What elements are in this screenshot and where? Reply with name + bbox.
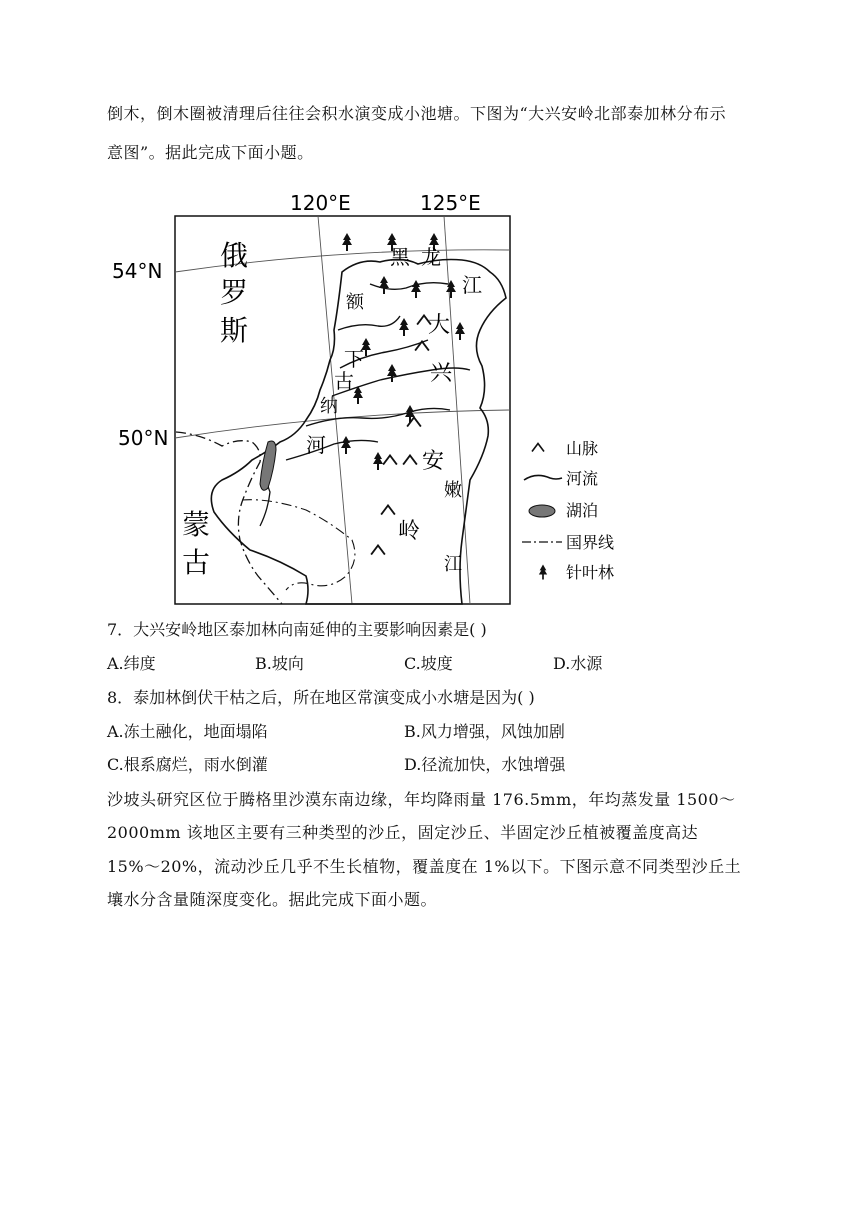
mountain-icon <box>403 455 417 464</box>
legend-label-lake: 湖泊 <box>566 501 599 520</box>
xiaguna-label-2: 古 <box>334 369 354 393</box>
question-8-stem: 8．泰加林倒伏干枯之后，所在地区常演变成小水塘是因为( ) <box>107 688 535 707</box>
passage-2-line-3: 15%～20%，流动沙丘几乎不生长植物，覆盖度在 1%以下。下图示意不同类型沙丘土 <box>107 857 742 876</box>
map-legend <box>522 439 614 582</box>
river-icon <box>524 475 562 480</box>
xiaguna-label-1: 下 <box>344 347 364 371</box>
lon-label-120: 120°E <box>290 191 351 215</box>
heilongjiang-label-3: 江 <box>462 273 482 297</box>
mountain-icon <box>415 341 429 350</box>
river-tributary-2 <box>338 316 400 330</box>
river-hailar <box>286 440 378 460</box>
conifer-icon <box>446 280 456 298</box>
conifer-icon <box>539 565 547 580</box>
mongolia-label-2: 古 <box>182 546 211 579</box>
passage-2-line-1: 沙坡头研究区位于腾格里沙漠东南边缘，年均降雨量 176.5mm，年均蒸发量 1500～ <box>107 790 736 809</box>
conifer-icon <box>342 233 352 251</box>
legend-label-river: 河流 <box>566 469 599 488</box>
q8-option-b: B.风力增强，风蚀加剧 <box>404 722 565 741</box>
q8-option-c: C.根系腐烂，雨水倒灌 <box>107 755 268 774</box>
legend-label-conifer: 针叶林 <box>566 563 615 582</box>
conifer-icon <box>379 276 389 294</box>
nenjiang-label-2: 江 <box>444 554 462 575</box>
range-label-3: 安 <box>422 449 445 474</box>
conifer-icon <box>405 405 415 423</box>
mountain-icon <box>381 505 395 514</box>
lon-label-125: 125°E <box>420 191 481 215</box>
mountain-icon <box>532 444 544 452</box>
conifer-icon <box>411 280 421 298</box>
passage-2-line-2: 2000mm 该地区主要有三种类型的沙丘，固定沙丘、半固定沙丘植被覆盖度高达 <box>107 823 699 842</box>
q7-option-d: D.水源 <box>553 654 603 673</box>
passage-2-line-4: 壤水分含量随深度变化。据此完成下面小题。 <box>107 890 438 909</box>
question-7-stem: 7．大兴安岭地区泰加林向南延伸的主要影响因素是( ) <box>107 620 487 639</box>
conifer-icon <box>455 322 465 340</box>
range-label-1: 大 <box>428 313 451 338</box>
lat-label-54: 54°N <box>112 259 163 283</box>
intro-line-1: 倒木，倒木圈被清理后往往会积水演变成小池塘。下图为“大兴安岭北部泰加林分布示 <box>107 104 727 123</box>
conifer-icon <box>373 452 383 470</box>
mountain-icon <box>383 455 397 464</box>
intro-line-2: 意图”。据此完成下面小题。 <box>107 143 314 162</box>
latitude-50-line <box>175 410 510 438</box>
range-label-2: 兴 <box>430 361 453 386</box>
legend-label-mountain: 山脉 <box>566 439 599 458</box>
taiga-distribution-map <box>110 180 630 608</box>
heilongjiang-label-1: 黑 <box>390 245 410 269</box>
mountain-icon <box>371 545 385 554</box>
legend-label-border: 国界线 <box>566 533 615 552</box>
ergun-label: 额 <box>346 292 364 313</box>
heilongjiang-label-2: 龙 <box>421 245 441 269</box>
xiaguna-label-3: 纳 <box>320 396 338 417</box>
xiaguna-label-4: 河 <box>306 433 326 457</box>
nenjiang-label-1: 嫩 <box>444 480 462 501</box>
lat-label-50: 50°N <box>118 426 169 450</box>
mongolia-label-1: 蒙 <box>182 508 211 541</box>
range-label-4: 岭 <box>398 519 421 544</box>
q7-option-a: A.纬度 <box>107 654 156 673</box>
conifer-icon <box>341 436 351 454</box>
russia-label-3: 斯 <box>220 314 249 347</box>
conifer-icon <box>387 364 397 382</box>
q7-option-b: B.坡向 <box>255 654 304 673</box>
russia-label-1: 俄 <box>220 239 249 272</box>
lake-icon <box>529 505 555 517</box>
q7-option-c: C.坡度 <box>404 654 453 673</box>
q8-option-d: D.径流加快，水蚀增强 <box>404 755 566 774</box>
conifer-icon <box>399 318 409 336</box>
lake-hulun <box>260 441 276 490</box>
russia-label-2: 罗 <box>220 276 249 309</box>
q8-option-a: A.冻土融化，地面塌陷 <box>107 722 268 741</box>
